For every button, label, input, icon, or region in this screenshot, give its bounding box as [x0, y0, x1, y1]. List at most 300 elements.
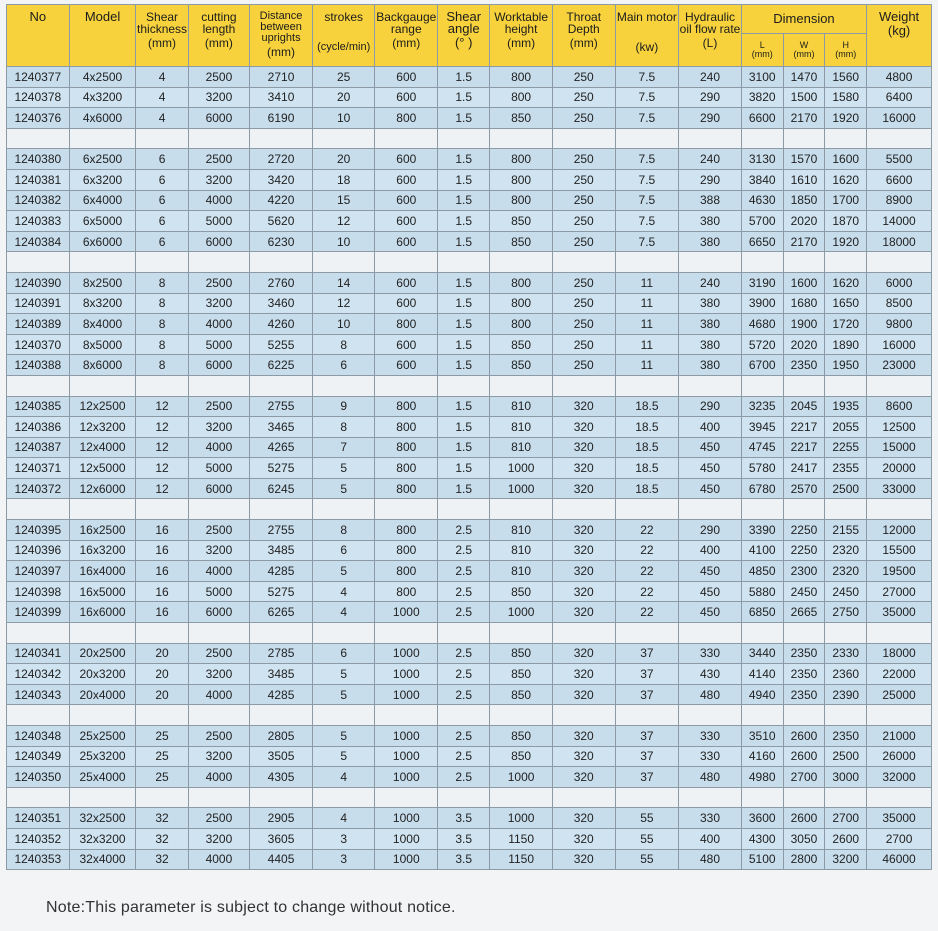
table-cell: 1950 — [825, 355, 867, 376]
table-cell: 810 — [490, 561, 553, 582]
table-cell: 800 — [490, 190, 553, 211]
table-row — [7, 108, 932, 129]
table-cell: 2.5 — [438, 726, 490, 747]
empty-cell — [490, 705, 553, 726]
col-distance-uprights: Distance between uprights (mm) — [250, 5, 313, 67]
table-cell: 6225 — [250, 355, 313, 376]
table-cell: 850 — [490, 334, 553, 355]
table-cell: 4000 — [188, 190, 250, 211]
table-cell: 800 — [375, 520, 438, 541]
empty-cell — [312, 787, 375, 808]
empty-cell — [490, 375, 553, 396]
table-cell: 4x6000 — [69, 108, 136, 129]
table-cell: 37 — [615, 726, 679, 747]
table-cell: 6x3200 — [69, 169, 136, 190]
empty-cell — [783, 705, 825, 726]
table-cell: 1150 — [490, 849, 553, 870]
table-cell: 4220 — [250, 190, 313, 211]
empty-cell — [136, 705, 188, 726]
table-cell: 8x6000 — [69, 355, 136, 376]
table-cell: 2350 — [825, 726, 867, 747]
table-cell: 800 — [375, 108, 438, 129]
table-cell: 7.5 — [615, 87, 679, 108]
table-cell: 1240349 — [7, 746, 70, 767]
table-cell: 3840 — [741, 169, 783, 190]
table-cell: 37 — [615, 664, 679, 685]
table-cell: 1150 — [490, 828, 553, 849]
table-cell: 3465 — [250, 417, 313, 438]
table-cell: 4 — [136, 108, 188, 129]
table-cell: 1240398 — [7, 581, 70, 602]
table-row — [7, 849, 932, 870]
table-cell: 16000 — [867, 108, 932, 129]
empty-cell — [552, 623, 615, 644]
table-cell: 2045 — [783, 396, 825, 417]
table-cell: 1240341 — [7, 643, 70, 664]
table-cell: 18.5 — [615, 478, 679, 499]
table-cell: 850 — [490, 211, 553, 232]
empty-cell — [552, 499, 615, 520]
table-cell: 20000 — [867, 458, 932, 479]
table-cell: 2.5 — [438, 664, 490, 685]
table-cell: 1.5 — [438, 334, 490, 355]
table-cell: 850 — [490, 355, 553, 376]
table-cell: 850 — [490, 108, 553, 129]
empty-cell — [375, 787, 438, 808]
table-cell: 20 — [312, 149, 375, 170]
col-dimension-w: W (mm) — [783, 34, 825, 67]
table-cell: 2450 — [783, 581, 825, 602]
empty-cell — [438, 128, 490, 149]
table-cell: 20x3200 — [69, 664, 136, 685]
table-cell: 3485 — [250, 664, 313, 685]
table-cell: 5880 — [741, 581, 783, 602]
empty-cell — [783, 128, 825, 149]
table-cell: 2.5 — [438, 602, 490, 623]
table-cell: 600 — [375, 293, 438, 314]
table-row — [7, 169, 932, 190]
table-cell: 1620 — [825, 169, 867, 190]
table-cell: 2500 — [188, 643, 250, 664]
table-cell: 5 — [312, 478, 375, 499]
table-cell: 4000 — [188, 437, 250, 458]
table-cell: 11 — [615, 334, 679, 355]
empty-cell — [741, 499, 783, 520]
table-cell: 4 — [312, 767, 375, 788]
empty-cell — [188, 375, 250, 396]
table-cell: 37 — [615, 767, 679, 788]
table-cell: 400 — [679, 417, 742, 438]
table-cell: 250 — [552, 190, 615, 211]
table-cell: 1870 — [825, 211, 867, 232]
empty-cell — [615, 623, 679, 644]
table-cell: 22 — [615, 540, 679, 561]
table-cell: 2785 — [250, 643, 313, 664]
col-dimension-h: H (mm) — [825, 34, 867, 67]
table-cell: 2250 — [783, 520, 825, 541]
table-cell: 2170 — [783, 108, 825, 129]
table-cell: 600 — [375, 169, 438, 190]
table-row — [7, 664, 932, 685]
table-cell: 55 — [615, 828, 679, 849]
table-cell: 2.5 — [438, 540, 490, 561]
table-cell: 16 — [136, 561, 188, 582]
table-cell: 8 — [312, 417, 375, 438]
table-row — [7, 190, 932, 211]
empty-cell — [69, 623, 136, 644]
table-cell: 3200 — [188, 417, 250, 438]
col-model: Model — [69, 5, 136, 67]
table-cell: 850 — [490, 684, 553, 705]
table-row — [7, 478, 932, 499]
table-cell: 1000 — [375, 746, 438, 767]
table-cell: 1240378 — [7, 87, 70, 108]
table-cell: 250 — [552, 293, 615, 314]
table-cell: 8 — [136, 293, 188, 314]
table-cell: 800 — [490, 67, 553, 88]
col-strokes: strokes (cycle/min) — [312, 5, 375, 67]
table-cell: 10 — [312, 314, 375, 335]
table-cell: 4000 — [188, 561, 250, 582]
table-cell: 4000 — [188, 314, 250, 335]
table-cell: 1935 — [825, 396, 867, 417]
table-cell: 6 — [136, 211, 188, 232]
table-cell: 32x4000 — [69, 849, 136, 870]
table-cell: 11 — [615, 314, 679, 335]
table-cell: 800 — [375, 396, 438, 417]
table-cell: 3.5 — [438, 808, 490, 829]
table-cell: 19500 — [867, 561, 932, 582]
table-cell: 1240384 — [7, 231, 70, 252]
table-cell: 250 — [552, 314, 615, 335]
table-cell: 2720 — [250, 149, 313, 170]
table-cell: 1240390 — [7, 272, 70, 293]
table-cell: 2.5 — [438, 520, 490, 541]
table-cell: 14 — [312, 272, 375, 293]
table-cell: 800 — [375, 314, 438, 335]
table-cell: 4800 — [867, 67, 932, 88]
table-cell: 810 — [490, 417, 553, 438]
table-cell: 240 — [679, 67, 742, 88]
table-cell: 2020 — [783, 211, 825, 232]
table-cell: 18.5 — [615, 417, 679, 438]
table-cell: 2417 — [783, 458, 825, 479]
table-cell: 1240377 — [7, 67, 70, 88]
table-cell: 22 — [615, 520, 679, 541]
empty-cell — [7, 252, 70, 273]
table-cell: 1240342 — [7, 664, 70, 685]
empty-cell — [136, 128, 188, 149]
table-cell: 250 — [552, 272, 615, 293]
table-cell: 16x2500 — [69, 520, 136, 541]
table-row — [7, 684, 932, 705]
table-cell: 16000 — [867, 334, 932, 355]
empty-cell — [825, 252, 867, 273]
table-cell: 1650 — [825, 293, 867, 314]
table-cell: 3130 — [741, 149, 783, 170]
empty-cell — [69, 375, 136, 396]
table-cell: 1240389 — [7, 314, 70, 335]
table-cell: 480 — [679, 767, 742, 788]
table-cell: 6000 — [188, 478, 250, 499]
table-cell: 320 — [552, 478, 615, 499]
table-cell: 3200 — [188, 169, 250, 190]
table-cell: 6 — [136, 190, 188, 211]
table-cell: 1.5 — [438, 67, 490, 88]
table-cell: 1.5 — [438, 458, 490, 479]
empty-cell — [679, 705, 742, 726]
table-cell: 2320 — [825, 540, 867, 561]
table-row — [7, 458, 932, 479]
table-cell: 2250 — [783, 540, 825, 561]
table-cell: 2700 — [867, 828, 932, 849]
table-cell: 5620 — [250, 211, 313, 232]
empty-cell — [375, 128, 438, 149]
table-cell: 1920 — [825, 108, 867, 129]
table-cell: 6000 — [867, 272, 932, 293]
table-cell: 320 — [552, 828, 615, 849]
table-cell: 320 — [552, 664, 615, 685]
empty-cell — [490, 623, 553, 644]
table-cell: 5255 — [250, 334, 313, 355]
table-cell: 4x2500 — [69, 67, 136, 88]
empty-cell — [552, 128, 615, 149]
table-cell: 4140 — [741, 664, 783, 685]
table-cell: 800 — [375, 478, 438, 499]
empty-cell — [69, 499, 136, 520]
table-cell: 22000 — [867, 664, 932, 685]
table-cell: 4000 — [188, 849, 250, 870]
empty-cell — [679, 252, 742, 273]
table-cell: 2500 — [188, 149, 250, 170]
table-cell: 1240382 — [7, 190, 70, 211]
empty-cell — [552, 252, 615, 273]
table-cell: 1000 — [490, 478, 553, 499]
table-cell: 1240343 — [7, 684, 70, 705]
empty-cell — [375, 499, 438, 520]
table-cell: 1240388 — [7, 355, 70, 376]
table-cell: 3945 — [741, 417, 783, 438]
table-cell: 1240399 — [7, 602, 70, 623]
table-cell: 7.5 — [615, 231, 679, 252]
col-main-motor: Main motor (kw) — [615, 5, 679, 67]
empty-cell — [825, 499, 867, 520]
table-cell: 3200 — [188, 293, 250, 314]
table-cell: 20 — [136, 643, 188, 664]
table-cell: 2665 — [783, 602, 825, 623]
table-cell: 1000 — [375, 849, 438, 870]
table-cell: 12000 — [867, 520, 932, 541]
table-cell: 800 — [490, 272, 553, 293]
empty-cell — [188, 252, 250, 273]
table-cell: 2020 — [783, 334, 825, 355]
table-cell: 33000 — [867, 478, 932, 499]
group-separator — [7, 787, 932, 808]
table-cell: 1240352 — [7, 828, 70, 849]
table-cell: 320 — [552, 396, 615, 417]
table-cell: 2500 — [188, 520, 250, 541]
table-cell: 1.5 — [438, 293, 490, 314]
table-cell: 1000 — [375, 828, 438, 849]
group-separator — [7, 252, 932, 273]
empty-cell — [188, 128, 250, 149]
table-row — [7, 540, 932, 561]
empty-cell — [552, 787, 615, 808]
table-cell: 2805 — [250, 726, 313, 747]
table-cell: 3200 — [188, 664, 250, 685]
table-cell: 1000 — [375, 643, 438, 664]
specification-table — [6, 4, 932, 870]
empty-cell — [615, 499, 679, 520]
table-row — [7, 272, 932, 293]
table-cell: 16x6000 — [69, 602, 136, 623]
empty-cell — [825, 623, 867, 644]
table-cell: 4 — [136, 67, 188, 88]
table-cell: 18.5 — [615, 437, 679, 458]
empty-cell — [679, 128, 742, 149]
table-cell: 55 — [615, 808, 679, 829]
table-cell: 600 — [375, 87, 438, 108]
table-cell: 4 — [312, 808, 375, 829]
table-cell: 2.5 — [438, 581, 490, 602]
table-cell: 35000 — [867, 602, 932, 623]
table-cell: 2.5 — [438, 684, 490, 705]
table-cell: 3190 — [741, 272, 783, 293]
empty-cell — [679, 787, 742, 808]
empty-cell — [825, 375, 867, 396]
table-cell: 37 — [615, 746, 679, 767]
table-cell: 480 — [679, 684, 742, 705]
table-cell: 7 — [312, 437, 375, 458]
table-row — [7, 808, 932, 829]
table-cell: 16 — [136, 581, 188, 602]
table-cell: 2.5 — [438, 767, 490, 788]
table-cell: 1240353 — [7, 849, 70, 870]
table-cell: 8x2500 — [69, 272, 136, 293]
empty-cell — [783, 252, 825, 273]
table-cell: 600 — [375, 67, 438, 88]
table-cell: 5000 — [188, 581, 250, 602]
table-cell: 1240397 — [7, 561, 70, 582]
empty-cell — [7, 705, 70, 726]
empty-cell — [741, 252, 783, 273]
table-cell: 8900 — [867, 190, 932, 211]
table-cell: 6850 — [741, 602, 783, 623]
table-cell: 1470 — [783, 67, 825, 88]
table-cell: 5 — [312, 561, 375, 582]
table-cell: 1240348 — [7, 726, 70, 747]
empty-cell — [867, 375, 932, 396]
empty-cell — [741, 705, 783, 726]
empty-cell — [136, 499, 188, 520]
empty-cell — [375, 375, 438, 396]
empty-cell — [250, 128, 313, 149]
empty-cell — [438, 375, 490, 396]
table-cell: 25 — [312, 67, 375, 88]
empty-cell — [867, 705, 932, 726]
table-cell: 5500 — [867, 149, 932, 170]
table-row — [7, 417, 932, 438]
table-cell: 4265 — [250, 437, 313, 458]
group-separator — [7, 499, 932, 520]
table-cell: 1.5 — [438, 417, 490, 438]
table-cell: 6265 — [250, 602, 313, 623]
table-row — [7, 67, 932, 88]
table-cell: 250 — [552, 149, 615, 170]
table-cell: 2600 — [825, 828, 867, 849]
table-cell: 20x4000 — [69, 684, 136, 705]
table-cell: 5000 — [188, 334, 250, 355]
empty-cell — [741, 375, 783, 396]
table-cell: 7.5 — [615, 211, 679, 232]
empty-cell — [69, 252, 136, 273]
table-cell: 6650 — [741, 231, 783, 252]
empty-cell — [867, 128, 932, 149]
table-cell: 20x2500 — [69, 643, 136, 664]
table-cell: 32 — [136, 808, 188, 829]
table-row — [7, 314, 932, 335]
table-cell: 1000 — [490, 602, 553, 623]
table-cell: 12x2500 — [69, 396, 136, 417]
table-cell: 1240387 — [7, 437, 70, 458]
table-cell: 2750 — [825, 602, 867, 623]
table-cell: 25000 — [867, 684, 932, 705]
col-shear-angle: Shear angle (° ) — [438, 5, 490, 67]
table-row — [7, 211, 932, 232]
empty-cell — [867, 252, 932, 273]
empty-cell — [615, 705, 679, 726]
table-cell: 25 — [136, 726, 188, 747]
table-cell: 1240381 — [7, 169, 70, 190]
table-cell: 8 — [312, 520, 375, 541]
table-cell: 1000 — [375, 684, 438, 705]
table-cell: 2350 — [783, 643, 825, 664]
table-cell: 6600 — [741, 108, 783, 129]
table-cell: 600 — [375, 334, 438, 355]
table-cell: 8 — [136, 314, 188, 335]
table-cell: 22 — [615, 602, 679, 623]
table-cell: 2320 — [825, 561, 867, 582]
empty-cell — [250, 705, 313, 726]
table-cell: 850 — [490, 746, 553, 767]
table-cell: 380 — [679, 293, 742, 314]
table-cell: 4980 — [741, 767, 783, 788]
table-cell: 450 — [679, 437, 742, 458]
table-cell: 5 — [312, 664, 375, 685]
empty-cell — [312, 499, 375, 520]
col-cutting-length: cutting length (mm) — [188, 5, 250, 67]
table-cell: 2800 — [783, 849, 825, 870]
table-body — [7, 67, 932, 870]
footnote: Note:This parameter is subject to change without notice. — [46, 899, 456, 916]
table-cell: 800 — [490, 293, 553, 314]
table-cell: 1700 — [825, 190, 867, 211]
empty-cell — [188, 705, 250, 726]
empty-cell — [552, 375, 615, 396]
table-cell: 4000 — [188, 767, 250, 788]
empty-cell — [679, 499, 742, 520]
table-cell: 290 — [679, 87, 742, 108]
table-cell: 3050 — [783, 828, 825, 849]
table-cell: 290 — [679, 169, 742, 190]
table-cell: 15500 — [867, 540, 932, 561]
group-separator — [7, 375, 932, 396]
table-cell: 1000 — [490, 767, 553, 788]
table-cell: 32000 — [867, 767, 932, 788]
table-row — [7, 561, 932, 582]
table-cell: 2360 — [825, 664, 867, 685]
empty-cell — [250, 623, 313, 644]
